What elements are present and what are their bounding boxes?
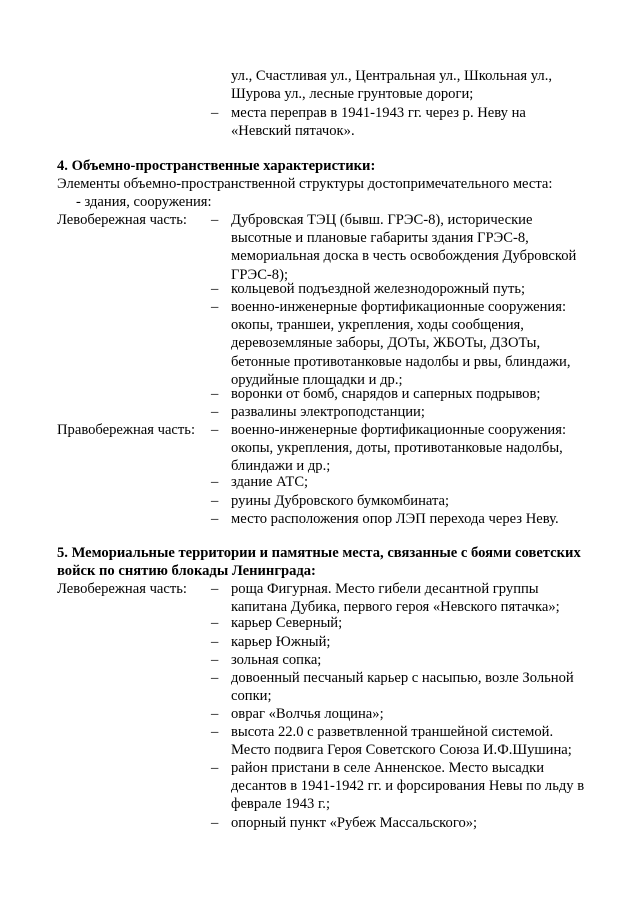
dash-bullet: – [211,670,219,686]
dash-bullet: – [211,511,219,527]
section-5-heading: 5. Мемориальные территории и памятные места, связанные с боями советских войск по снятию блокады Ленинграда: [57,545,581,580]
list-item: – здание АТС; [211,474,309,490]
dash-bullet: – [211,281,219,297]
dash-bullet: – [211,724,219,740]
list-item: – военно-инженерные фортификационные сооружения: окопы, траншеи, укрепления, ходы сообщения, деревоземляные заборы, ДОТы, ЖБОТы, ДЗОТы, бетонные противотанковые надолбы и рвы, блиндажи, орудийные площадки и др.; [211,299,571,388]
list-item: – воронки от бомб, снарядов и саперных подрывов; [211,386,541,402]
intro-continuation: ул., Счастливая ул., Центральная ул., Школьная ул., Шурова ул., лесные грунтовые дороги; [231,68,552,103]
dash-bullet: – [211,386,219,402]
list-item: – высота 22.0 с разветвленной траншейной системой. Место подвига Героя Советского Союза И.Ф.Шушина; [211,724,572,759]
dash-bullet: – [211,493,219,509]
list-item: – район пристани в селе Анненское. Место высадки десантов в 1941-1942 гг. и форсирования Невы по льду в феврале 1943 г.; [211,760,585,813]
list-item: – опорный пункт «Рубеж Массальского»; [211,815,478,831]
dash-bullet: – [211,404,219,420]
dash-bullet: – [211,760,219,776]
list-item: – место расположения опор ЛЭП перехода через Неву. [211,511,559,527]
right-bank-label: Правобережная часть: [57,422,195,438]
list-item: – зольная сопка; [211,652,322,668]
dash-bullet: – [211,634,219,650]
dash-bullet: – [211,581,219,597]
list-item: – места переправ в 1941-1943 гг. через р. Неву на «Невский пятачок». [211,105,526,140]
left-bank-label: Левобережная часть: [57,581,187,597]
dash-bullet: – [211,212,219,228]
dash-bullet: – [211,652,219,668]
section-4-heading: 4. Объемно-пространственные характеристики: [57,158,376,174]
dash-bullet: – [211,474,219,490]
list-item: – довоенный песчаный карьер с насыпью, возле Зольной сопки; [211,670,574,705]
left-bank-label: Левобережная часть: [57,212,187,228]
section-4-intro: Элементы объемно-пространственной структуры достопримечательного места: [57,176,553,192]
list-item: – кольцевой подъездной железнодорожный путь; [211,281,526,297]
dash-bullet: – [211,299,219,315]
list-item: – военно-инженерные фортификационные сооружения: окопы, укрепления, доты, противотанковые надолбы, блиндажи и др.; [211,422,566,475]
list-item: – карьер Северный; [211,615,343,631]
list-item: – развалины электроподстанции; [211,404,425,420]
dash-bullet: – [211,422,219,438]
dash-bullet: – [211,615,219,631]
dash-bullet: – [211,706,219,722]
list-item: – карьер Южный; [211,634,331,650]
list-item: – овраг «Волчья лощина»; [211,706,384,722]
dash-bullet: – [211,815,219,831]
dash-bullet: – [211,105,219,121]
list-item: – Дубровская ТЭЦ (бывш. ГРЭС-8), исторические высотные и плановые габариты здания ГРЭС-8, мемориальная доска в честь освобождения Дубровской ГРЭС-8); [211,212,577,283]
list-item: – руины Дубровского бумкомбината; [211,493,450,509]
section-4-subhead: - здания, сооружения: [76,194,212,210]
list-item: – роща Фигурная. Место гибели десантной группы капитана Дубика, первого героя «Невского пятачка»; [211,581,560,616]
